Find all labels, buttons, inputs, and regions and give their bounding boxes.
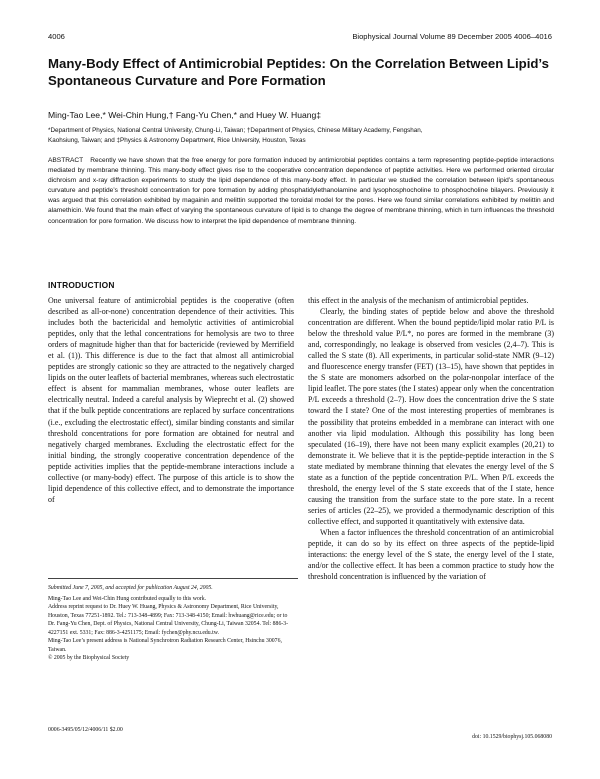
- body-paragraph: When a factor influences the threshold concentration of an antimicrobial peptide, it can do so by its effect on three aspects of the peptide-lipid interactions: the energy level of the S state, the energy level of the I state, and/or the collective effect. It has been a common practice to study how the threshold concentration is influenced by the variation of: [308, 527, 554, 582]
- footnotes: [48, 584, 294, 663]
- abstract-label: ABSTRACT: [48, 157, 84, 164]
- section-heading: INTRODUCTION: [48, 280, 115, 290]
- copyright: © 2005 by the Biophysical Society: [48, 655, 130, 661]
- footnote-line: Ming-Tao Lee and Wei-Chin Hung contributed equally to this work.: [48, 595, 207, 602]
- affiliations: [48, 126, 548, 146]
- issn-code: 0006-3495/05/12/4006/11 $2.00: [48, 727, 123, 733]
- footnote-divider: [48, 578, 298, 579]
- body-column-left: [48, 295, 294, 505]
- article-title: Many-Body Effect of Antimicrobial Peptides: On the Correlation Between Lipid’s Spontaneous Curvature and Pore Formation: [48, 56, 549, 88]
- body-paragraph: One universal feature of antimicrobial peptides is the cooperative (often described as all-or-none) concentration dependence of their activities. This includes both the bactericidal and hemolytic activities of antimicrobial peptides, only that the lethal concentrations for hemolysis are two to three orders of magnitude higher than that for bactericide (reviewed by Merrifield et al. (1)). This difference is due to the fact that almost all antimicrobial peptides are strongly cationic so they are attracted to the negatively charged lipids on the outer leaflets of bacterial membranes, whereas such electrostatic effect is absent for mammalian membranes, whose outer leaflets are electrically neutral. Indeed a careful analysis by Wieprecht et al. (2) showed that if the bulk peptide concentrations are replaced by surface concentrations (i.e., excluding the electrostatic effect), similar binding constants and similar threshold concentrations for pore formation are obtained for neutral and negatively charged membranes. Excluding the electrostatic effect for the initial binding, the strongly cooperative concentration dependence of the peptide activities implies that the peptide-membrane interactions include a collective (or many-body) effect. The purpose of this article is to show the lipid dependence of this collective effect, and to demonstrate the importance of: [48, 296, 294, 504]
- body-paragraph: Clearly, the binding states of peptide below and above the threshold concentration are different. When the bound peptide/lipid molar ratio P/L is below the threshold value P/L*, no pores are formed in the membrane (3) and, correspondingly, no leakage is observed from vesicles (2,4–7). This is called the S state (8). All experiments, in particular solid-state NMR (9–12) and fluorescence energy transfer (FET) (13–15), have shown that peptides in the S state are monomers adsorbed on the polar-nonpolar interface of the lipid leaflet. The pore states (the I states) appear only when the concentration P/L exceeds a threshold (2–7). How does the concentration drive the S state toward the I state? One of the most interesting properties of membranes is the possibility that proteins embedded in a membrane can interact with one another via lipid modulation. Although this possibility has long been speculated (16–19), there have not been many explicit examples (20,21) to demonstrate it. We believe that it is the peptide-peptide interaction in the S state mediated by membrane thinning that elevates the energy level of the S state as a function of the peptide concentration P/L. When P/L exceeds the threshold, the energy level of the S state exceeds that of the I state, hence causing the transition from the surface state to the pore state. In a recent series of articles (22–25), we provided a thermodynamic description of this collective effect, and supported it quantitatively with extensive data.: [308, 307, 554, 526]
- affiliation-line: Kaohsiung, Taiwan; and ‡Physics & Astronomy Department, Rice University, Houston, Texas: [48, 137, 306, 144]
- body-column-right: [308, 295, 554, 582]
- doi: doi: 10.1529/biophysj.105.068080: [472, 734, 552, 740]
- footnote-line: Ming-Tao Lee’s present address is National Synchrotron Radiation Research Center, Hsinchu 30076, Taiwan.: [48, 638, 282, 653]
- abstract-text: Recently we have shown that the free energy for pore formation induced by antimicrobial peptides contains a term representing peptide-peptide interactions mediated by membrane thinning. This many-body effect gives rise to the cooperative concentration dependence of peptide activities. Here we performed oriented circular dichroism and x-ray diffraction experiments to study the lipid dependence of this many-body effect. In particular we studied the correlation between lipid’s spontaneous curvature and peptide’s threshold concentration for pore formation by adding phosphatidylethanolamine and lysophosphocholine to phosphocholine bilayers. Previously it was argued that this correlation exhibited by magainin and melittin supported the toroidal model for the pores. Here we found similar correlations exhibited by melittin and alamethicin. We found that the main effect of varying the spontaneous curvature of lipid is to change the degree of membrane thinning, which in turn influences the threshold concentration for pore formation. We discuss how to interpret the lipid dependence of membrane thinning.: [48, 157, 554, 225]
- journal-citation: Biophysical Journal Volume 89 December 2005 4006–4016: [352, 32, 552, 41]
- affiliation-line: *Department of Physics, National Central University, Chung-Li, Taiwan; †Department of Physics, Chinese Military Academy, Fengshan,: [48, 127, 423, 134]
- author-list: Ming-Tao Lee,* Wei-Chin Hung,† Fang-Yu Chen,* and Huey W. Huang‡: [48, 110, 322, 120]
- page-number: 4006: [48, 32, 65, 41]
- body-paragraph: this effect in the analysis of the mechanism of antimicrobial peptides.: [308, 296, 529, 305]
- abstract: [48, 156, 554, 227]
- footnote-line: Address reprint request to Dr. Huey W. Huang, Physics & Astronomy Department, Rice University, Houston, Texas 77251-1892. Tel.: 713-348-4899; Fax: 713-348-4150; Email: hwhuang@rice.edu; or to Dr. Fang-Yu Chen, Dept. of Physics, National Central University, Chung-Li, Taiwan 32054. Tel: 886-3-4227151 ext. 5331; Fax: 886-3-4251175; Email: fychen@phy.ncu.edu.tw.: [48, 604, 289, 636]
- submission-note: Submitted June 7, 2005, and accepted for publication August 24, 2005.: [48, 585, 213, 591]
